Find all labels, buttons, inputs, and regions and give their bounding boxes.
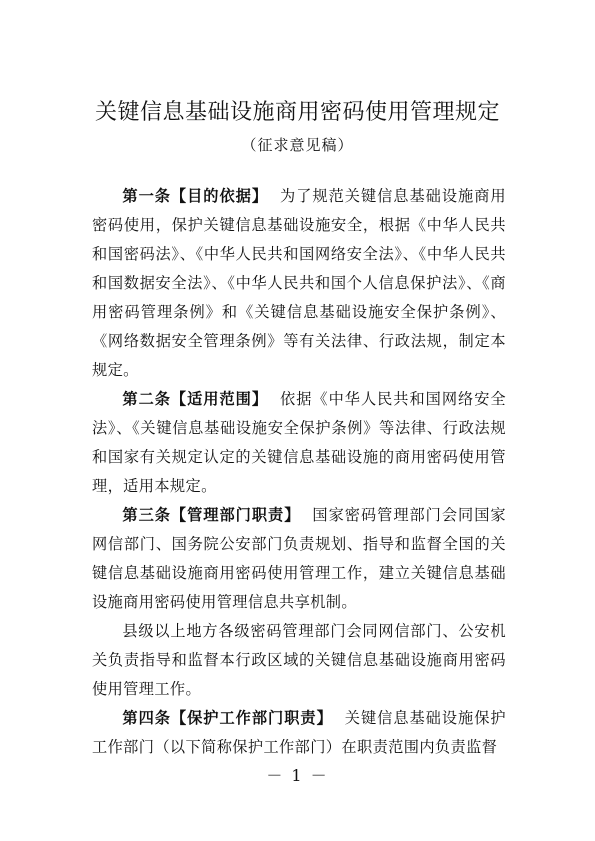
document-title: 关键信息基础设施商用密码使用管理规定 [94,100,500,125]
article-text: 为了规范关键信息基础设施商用密码使用，保护关键信息基础设施安全，根据《中华人民共和国密码法》、《中华人民共和国网络安全法》、《中华人民共和国数据安全法》、《中华人民共和国个人信息保护法》、《商用密码管理条例》和《关键信息基础设施安全保护条例》、《网络数据安全管理条例》等有关法律、行政法规，制定本规定。 [92,187,506,379]
article-1 [92,182,506,385]
article-heading: 第一条【目的依据】 [122,187,269,205]
page-number: － 1 － [266,766,329,785]
article-text: 县级以上地方各级密码管理部门会同网信部门、公安机关负责指导和监督本行政区域的关键信息基础设施商用密码使用管理工作。 [92,622,506,698]
article-text: 国家密码管理部门会同国家网信部门、国务院公安部门负责规划、指导和监督全国的关键信息基础设施商用密码使用管理工作，建立关键信息基础设施商用密码使用管理信息共享机制。 [92,506,506,611]
article-text: 关键信息基础设施保护工作部门（以下简称保护工作部门）在职责范围内负责监督 [92,709,506,756]
article-heading: 第二条【适用范围】 [122,390,269,408]
article-2 [92,385,506,501]
article-3-paragraph-2 [92,617,506,704]
article-heading: 第四条【保护工作部门职责】 [122,709,333,727]
article-heading: 第三条【管理部门职责】 [122,506,301,524]
document-subtitle: （征求意见稿） [241,136,354,154]
article-text: 依据《中华人民共和国网络安全法》、《关键信息基础设施安全保护条例》等法律、行政法规和国家有关规定认定的关键信息基础设施的商用密码使用管理，适用本规定。 [92,390,506,495]
document-body [92,182,506,762]
article-4 [92,704,506,762]
article-3 [92,501,506,617]
